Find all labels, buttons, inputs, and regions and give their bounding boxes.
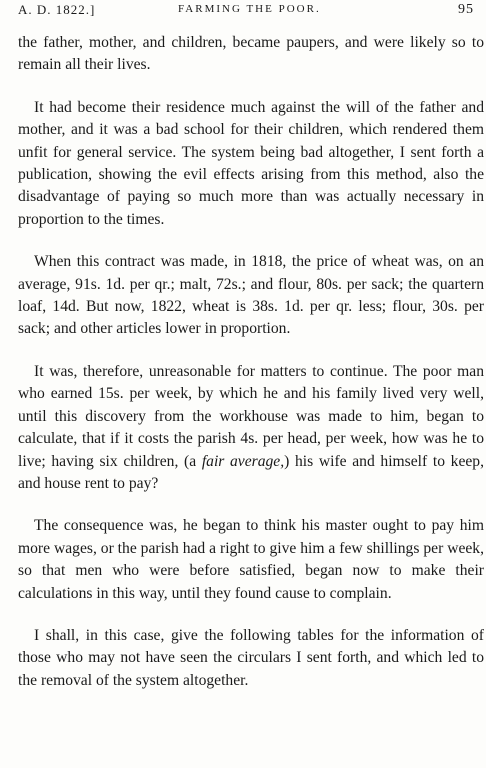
paragraph-consequence: The consequence was, he began to think his master ought to pay him more wages, or the parish had a right to give him a few shillings per week, so that men who were before satisfied, began now to make their calculations in this way, until they found cause to complain.: [18, 517, 484, 602]
running-head: [18, 2, 484, 20]
paragraph-continued: the father, mother, and children, became paupers, and were likely so to remain all their lives.: [18, 34, 484, 74]
paragraph-poor-man: [18, 361, 484, 495]
paragraph-residence: It had become their residence much against the will of the father and mother, and it was a bad school for their children, which rendered them unfit for general service. The system being bad altogether, I sent forth a publication, showing the evil effects arising from this method, also the disadvantage of paying so much more than was actually necessary in proportion to the times.: [18, 98, 484, 228]
running-head-date: A. D. 1822.]: [18, 2, 96, 17]
page-number: 95: [458, 2, 474, 17]
paragraph-poor-man-italic: fair average,: [201, 452, 285, 470]
running-head-title: FARMING THE POOR.: [178, 3, 321, 15]
paragraph-tables-intro: I shall, in this case, give the following tables for the information of those who may not have seen the circulars I sent forth, and which led to the removal of the system altogether.: [18, 626, 484, 689]
body-text: [18, 32, 484, 692]
paragraph-contract-prices: When this contract was made, in 1818, the price of wheat was, on an average, 91s. 1d. per qr.; malt, 72s.; and flour, 80s. per sack; the quartern loaf, 14d. But now, 1822, wheat is 38s. 1d. per qr. less; flour, 30s. per sack; and other articles lower in proportion.: [18, 253, 484, 338]
paragraph-poor-man-before: It was, therefore, unreasonable for matters to continue. The poor man who earned 15s. per week, by which he and his family lived very well, until this discovery from the workhouse was made to him, began to calculate, that if it costs the parish 4s. per head, per week, how was he to live; having six children, (a: [18, 362, 484, 470]
paragraph-poor-man-after: ) his wife and himself to keep, and house rent to pay?: [18, 452, 484, 492]
